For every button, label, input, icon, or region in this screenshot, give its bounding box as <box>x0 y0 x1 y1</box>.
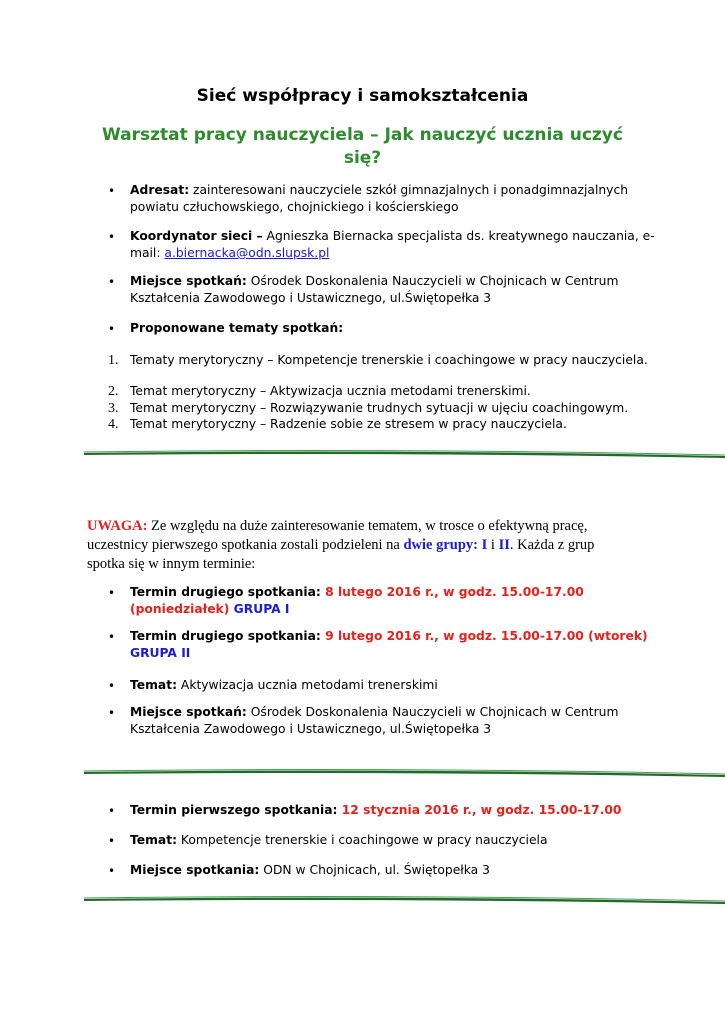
temat-label: Temat: <box>130 833 178 847</box>
section-divider <box>84 893 725 907</box>
and-text: i <box>487 537 499 553</box>
list-item-temat <box>130 677 670 694</box>
temat-text: Aktywizacja ucznia metodami trenerskimi <box>177 678 438 692</box>
topic-text: Temat merytoryczny – Radzenie sobie ze stresem w pracy nauczyciela. <box>130 417 567 431</box>
termin-label: Termin drugiego spotkania: <box>130 585 321 599</box>
uwaga-label: UWAGA: <box>87 518 148 534</box>
miejsce-text: Ośrodek Doskonalenia Nauczycieli w Chojnicach w Centrum Kształcenia Zawodowego i Ustawicznego, ul.Świętopełka 3 <box>130 274 619 305</box>
temat-label: Temat: <box>130 678 178 692</box>
topic-item <box>108 400 670 417</box>
miejsce-label: Miejsce spotkań: <box>130 274 247 288</box>
list-item-miejsce-1 <box>130 862 670 879</box>
tematy-label: Proponowane tematy spotkań: <box>130 321 344 335</box>
list-item-koordynator <box>130 228 670 262</box>
temat-text: Kompetencje trenerskie i coachingowe w pracy nauczyciela <box>177 833 548 847</box>
topic-item <box>108 416 670 433</box>
uwaga-text: Ze względu na duże zainteresowanie tematem, w trosce o efektywną pracę, uczestnicy pierwszego spotkania zostali podzieleni na <box>87 518 588 553</box>
groups-text: dwie grupy: I <box>403 537 488 553</box>
email-link[interactable]: a.biernacka@odn.slupsk.pl <box>164 246 330 260</box>
list-item-termin-pierwszego <box>130 802 670 819</box>
topic-number: 1. <box>108 353 119 368</box>
adresat-label: Adresat: <box>130 183 190 197</box>
adresat-text: zainteresowani nauczyciele szkół gimnazjalnych i ponadgimnazjalnych powiatu człuchowskiego, chojnickiego i kościerskiego <box>130 183 629 214</box>
topic-number: 3. <box>108 401 119 416</box>
miejsce-text: Ośrodek Doskonalenia Nauczycieli w Chojnicach w Centrum Kształcenia Zawodowego i Ustawicznego, ul.Świętopełka 3 <box>130 705 619 736</box>
topic-item <box>108 352 670 369</box>
list-item-miejsce-2 <box>130 704 670 738</box>
topic-text: Temat merytoryczny – Aktywizacja ucznia metodami trenerskimi. <box>130 384 531 398</box>
koordynator-text: Agnieszka Biernacka specjalista ds. kreatywnego nauczania, e-mail: <box>130 229 655 260</box>
topic-number: 2. <box>108 384 119 399</box>
koordynator-label: Koordynator sieci – <box>130 229 263 243</box>
termin-date: 12 stycznia 2016 r., w godz. 15.00-17.00 <box>337 803 622 817</box>
list-item-termin-grupa-1 <box>130 584 670 618</box>
miejsce-text: ODN w Chojnicach, ul. Świętopełka 3 <box>259 863 490 877</box>
termin-date: 8 lutego 2016 r., w godz. 15.00-17.00 (poniedziałek) <box>130 585 584 616</box>
topic-number: 4. <box>108 417 119 432</box>
uwaga-note <box>87 517 627 574</box>
section-divider <box>84 447 725 461</box>
page-title: Sieć współpracy i samokształcenia <box>196 86 529 106</box>
list-item-tematy <box>130 320 670 337</box>
list-item-miejsce <box>130 273 670 307</box>
topic-item <box>108 383 670 400</box>
termin-label: Termin pierwszego spotkania: <box>130 803 338 817</box>
uwaga-text-end: . Każda z grup spotka się w innym terminie: <box>87 537 595 572</box>
list-item-temat-1 <box>130 832 670 849</box>
termin-date: 9 lutego 2016 r., w godz. 15.00-17.00 (wtorek) <box>320 629 648 643</box>
topic-text: Temat merytoryczny – Rozwiązywanie trudnych sytuacji w ujęciu coachingowym. <box>130 401 629 415</box>
group-badge: GRUPA I <box>229 602 290 616</box>
section-divider <box>84 766 725 780</box>
miejsce-label: Miejsce spotkań: <box>130 705 247 719</box>
list-item-adresat <box>130 182 670 216</box>
miejsce-label: Miejsce spotkania: <box>130 863 260 877</box>
page-subtitle: Warsztat pracy nauczyciela – Jak nauczyć ucznia uczyć się? <box>102 125 623 168</box>
topic-text: Tematy merytoryczny – Kompetencje trenerskie i coachingowe w pracy nauczyciela. <box>130 353 648 367</box>
group-badge: GRUPA II <box>130 646 191 660</box>
group2-text: II <box>498 537 510 553</box>
termin-label: Termin drugiego spotkania: <box>130 629 321 643</box>
list-item-termin-grupa-2 <box>130 628 670 662</box>
